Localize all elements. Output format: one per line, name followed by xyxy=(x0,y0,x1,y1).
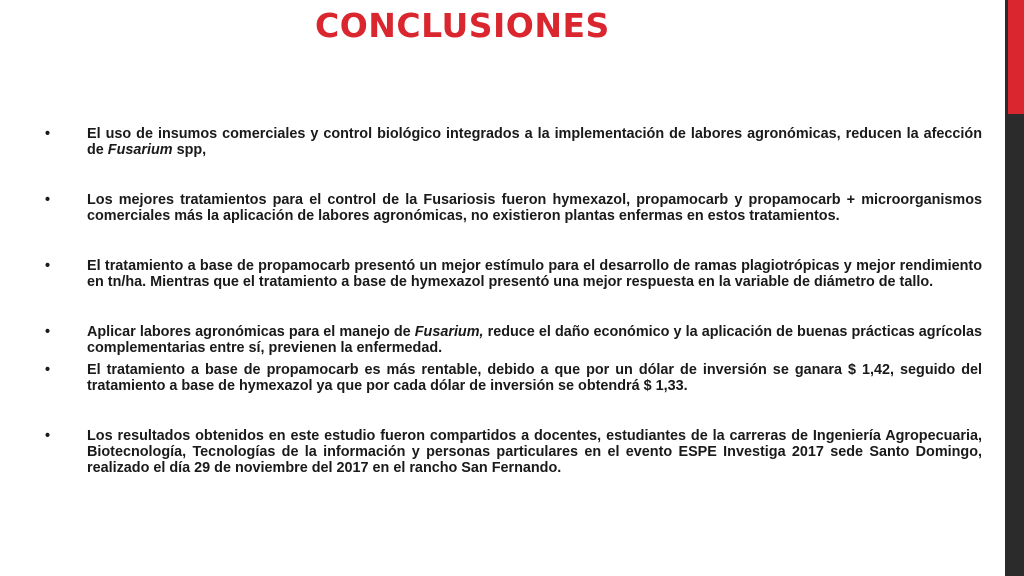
bullet-text-part: El uso de insumos comerciales y control biológico integrados a la implementación de labores agronómicas, reducen la afección de xyxy=(87,126,982,158)
bullet-item xyxy=(40,324,982,356)
bullet-dot-icon: • xyxy=(45,126,51,142)
slide-title: CONCLUSIONES xyxy=(315,6,610,45)
bullet-dot-icon: • xyxy=(45,362,51,378)
bullet-text: Los mejores tratamientos para el control de la Fusariosis fueron hymexazol, propamocarb y propamocarb + microorganismos comerciales más la aplicación de labores agronómicas, no existieron plantas enfermas en estos tratamientos. xyxy=(87,192,982,224)
bullet-text: Los resultados obtenidos en este estudio fueron compartidos a docentes, estudiantes de la carreras de Ingeniería Agropecuaria, Biotecnología, Tecnologías de la información y personas particulares en el evento ESPE Investiga 2017 sede Santo Domingo, realizado el día 29 de noviembre del 2017 en el rancho San Fernando. xyxy=(87,428,982,476)
bullet-text: El tratamiento a base de propamocarb es más rentable, debido a que por un dólar de inversión se ganara $ 1,42, seguido del tratamiento a base de hymexazol ya que por cada dólar de inversión se obtendrá $ 1,33. xyxy=(87,362,982,394)
bullet-item xyxy=(40,428,982,476)
bullet-text-part: Aplicar labores agronómicas para el manejo de xyxy=(87,324,415,340)
bullet-text-part: reduce el daño económico y la aplicación de buenas prácticas agrícolas complementarias entre sí, previenen la enfermedad. xyxy=(87,324,982,356)
bullet-dot-icon: • xyxy=(45,258,51,274)
bullet-dot-icon: • xyxy=(45,324,51,340)
bullet-text-part: spp, xyxy=(172,142,207,158)
bullet-item xyxy=(40,126,982,158)
bullet-dot-icon: • xyxy=(45,192,51,208)
right-side-bar-accent xyxy=(1008,0,1024,114)
conclusions-list xyxy=(40,126,982,476)
bullet-item xyxy=(40,258,982,290)
bullet-item xyxy=(40,192,982,224)
bullet-dot-icon: • xyxy=(45,428,51,444)
bullet-text: El tratamiento a base de propamocarb presentó un mejor estímulo para el desarrollo de ramas plagiotrópicas y mejor rendimiento en tn/ha. Mientras que el tratamiento a base de hymexazol presentó una mejor respuesta en la variable de diámetro de tallo. xyxy=(87,258,982,290)
bullet-text-italic: Fusarium, xyxy=(414,324,484,340)
bullet-text-italic: Fusarium xyxy=(107,142,173,158)
bullet-item xyxy=(40,362,982,394)
